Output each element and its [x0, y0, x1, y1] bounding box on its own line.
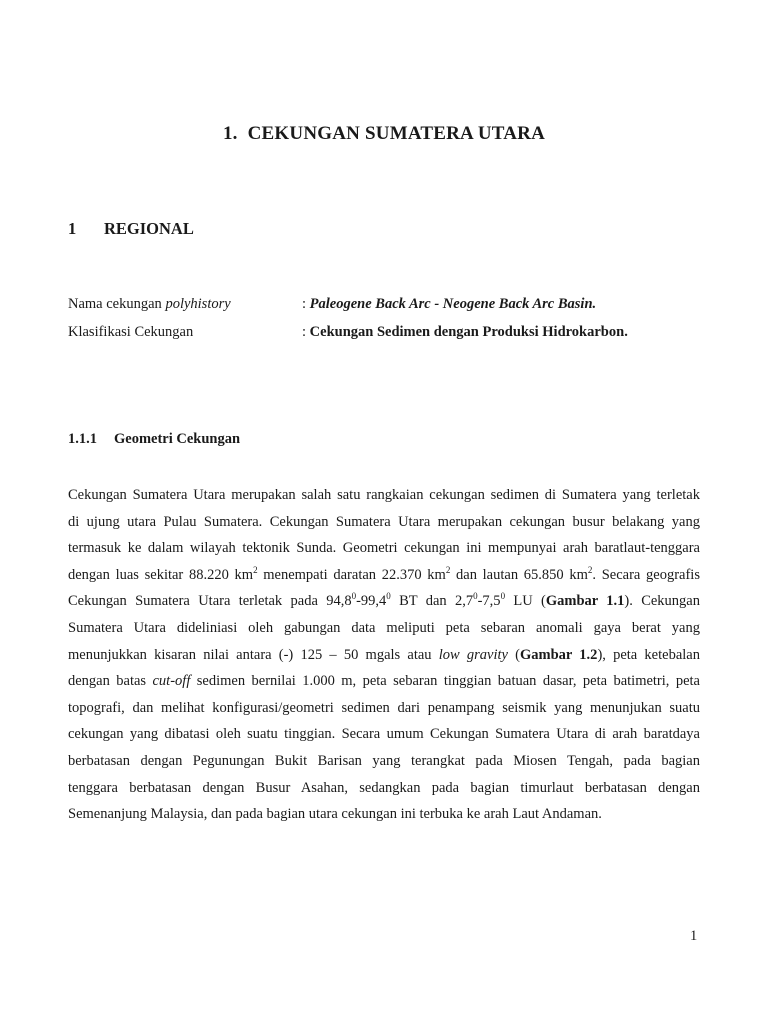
text-run: Cekungan Sumatera Utara terletak pada 94,8	[68, 593, 352, 610]
info-label-prefix: Klasifikasi Cekungan	[68, 324, 194, 340]
text-run: sedimen bernilai 1.000 m, peta sebaran tinggian batuan dasar, peta batimetri, peta	[190, 673, 700, 690]
paragraph-line	[68, 562, 700, 589]
info-label-italic: polyhistory	[165, 296, 231, 312]
info-separator: :	[302, 324, 310, 340]
superscript: 0	[473, 591, 478, 602]
text-run: ), peta ketebalan	[597, 646, 700, 663]
paragraph-line: termasuk ke dalam wilayah tektonik Sunda. Geometri cekungan ini mempunyai arah baratlaut-tenggara	[68, 540, 700, 557]
paragraph-line: topografi, dan melihat konfigurasi/geometri sedimen dari penampang seismik yang menunjukan suatu	[68, 699, 700, 716]
title-text: CEKUNGAN SUMATERA UTARA	[247, 123, 545, 144]
text-run: dan lautan 65.850 km	[450, 566, 588, 583]
figure-reference: Gambar 1.1	[545, 593, 625, 610]
info-row-basin-name	[68, 296, 596, 313]
page-number: 1	[690, 928, 698, 944]
text-run: -99,4	[356, 593, 387, 610]
paragraph-line	[68, 642, 700, 669]
italic-term: low gravity	[438, 646, 508, 663]
paragraph-line: di ujung utara Pulau Sumatera. Cekungan Sumatera Utara merupakan cekungan busur belakang yang	[68, 513, 700, 530]
superscript: 2	[445, 564, 451, 575]
text-run: ). Cekungan	[624, 593, 700, 610]
info-label	[68, 296, 302, 313]
info-label-prefix: Nama cekungan	[68, 296, 166, 312]
superscript: 2	[253, 564, 258, 575]
text-run: menunjukkan kisaran nilai antara (-) 125 – 50 mgals atau	[68, 646, 439, 663]
paragraph-line	[68, 588, 700, 615]
text-run: BT dan 2,7	[390, 593, 474, 610]
superscript: 0	[386, 591, 391, 602]
text-run: dengan batas	[68, 673, 153, 690]
info-value: Paleogene Back Arc - Neogene Back Arc Basin.	[309, 296, 597, 312]
info-row-basin-class	[68, 324, 628, 341]
paragraph-line: tenggara berbatasan dengan Busur Asahan, sedangkan pada bagian timurlaut berbatasan dengan	[68, 779, 700, 796]
document-title	[0, 123, 768, 145]
text-run: (	[507, 646, 521, 663]
superscript: 0	[351, 591, 357, 602]
figure-reference: Gambar 1.2	[520, 646, 598, 663]
section-number: 1	[68, 219, 77, 238]
text-run: . Secara geografis	[592, 566, 700, 583]
paragraph-line: Semenanjung Malaysia, dan pada bagian utara cekungan ini terbuka ke arah Laut Andaman.	[68, 806, 602, 823]
paragraph-line: cekungan yang dibatasi oleh suatu tinggian. Secara umum Cekungan Sumatera Utara di arah baratdaya	[68, 726, 700, 743]
info-separator: :	[302, 296, 310, 312]
subsection-number: 1.1.1	[68, 431, 97, 447]
paragraph-line: Sumatera Utara dideliniasi oleh gabungan data meliputi peta sebaran anomali gaya berat yang	[68, 619, 700, 636]
text-run: -7,5	[477, 593, 501, 610]
paragraph-line: berbatasan dengan Pegunungan Bukit Barisan yang terangkat pada Miosen Tengah, pada bagian	[68, 752, 700, 769]
info-label	[68, 324, 302, 341]
body-paragraph	[68, 482, 700, 828]
paragraph-line	[68, 668, 700, 695]
subsection-heading	[68, 431, 240, 448]
text-run: LU (	[505, 593, 546, 610]
title-number: 1.	[222, 123, 238, 144]
info-value: Cekungan Sedimen dengan Produksi Hidrokarbon.	[309, 324, 628, 340]
superscript: 2	[587, 564, 593, 575]
superscript: 0	[500, 591, 506, 602]
subsection-title: Geometri Cekungan	[114, 431, 241, 447]
text-run: menempati daratan 22.370 km	[257, 566, 446, 583]
paragraph-line: Cekungan Sumatera Utara merupakan salah satu rangkaian cekungan sedimen di Sumatera yang terletak	[68, 487, 700, 503]
section-heading	[68, 219, 194, 239]
italic-term: cut-off	[152, 673, 191, 690]
section-title: REGIONAL	[104, 219, 194, 238]
text-run: dengan luas sekitar 88.220 km	[68, 566, 254, 583]
